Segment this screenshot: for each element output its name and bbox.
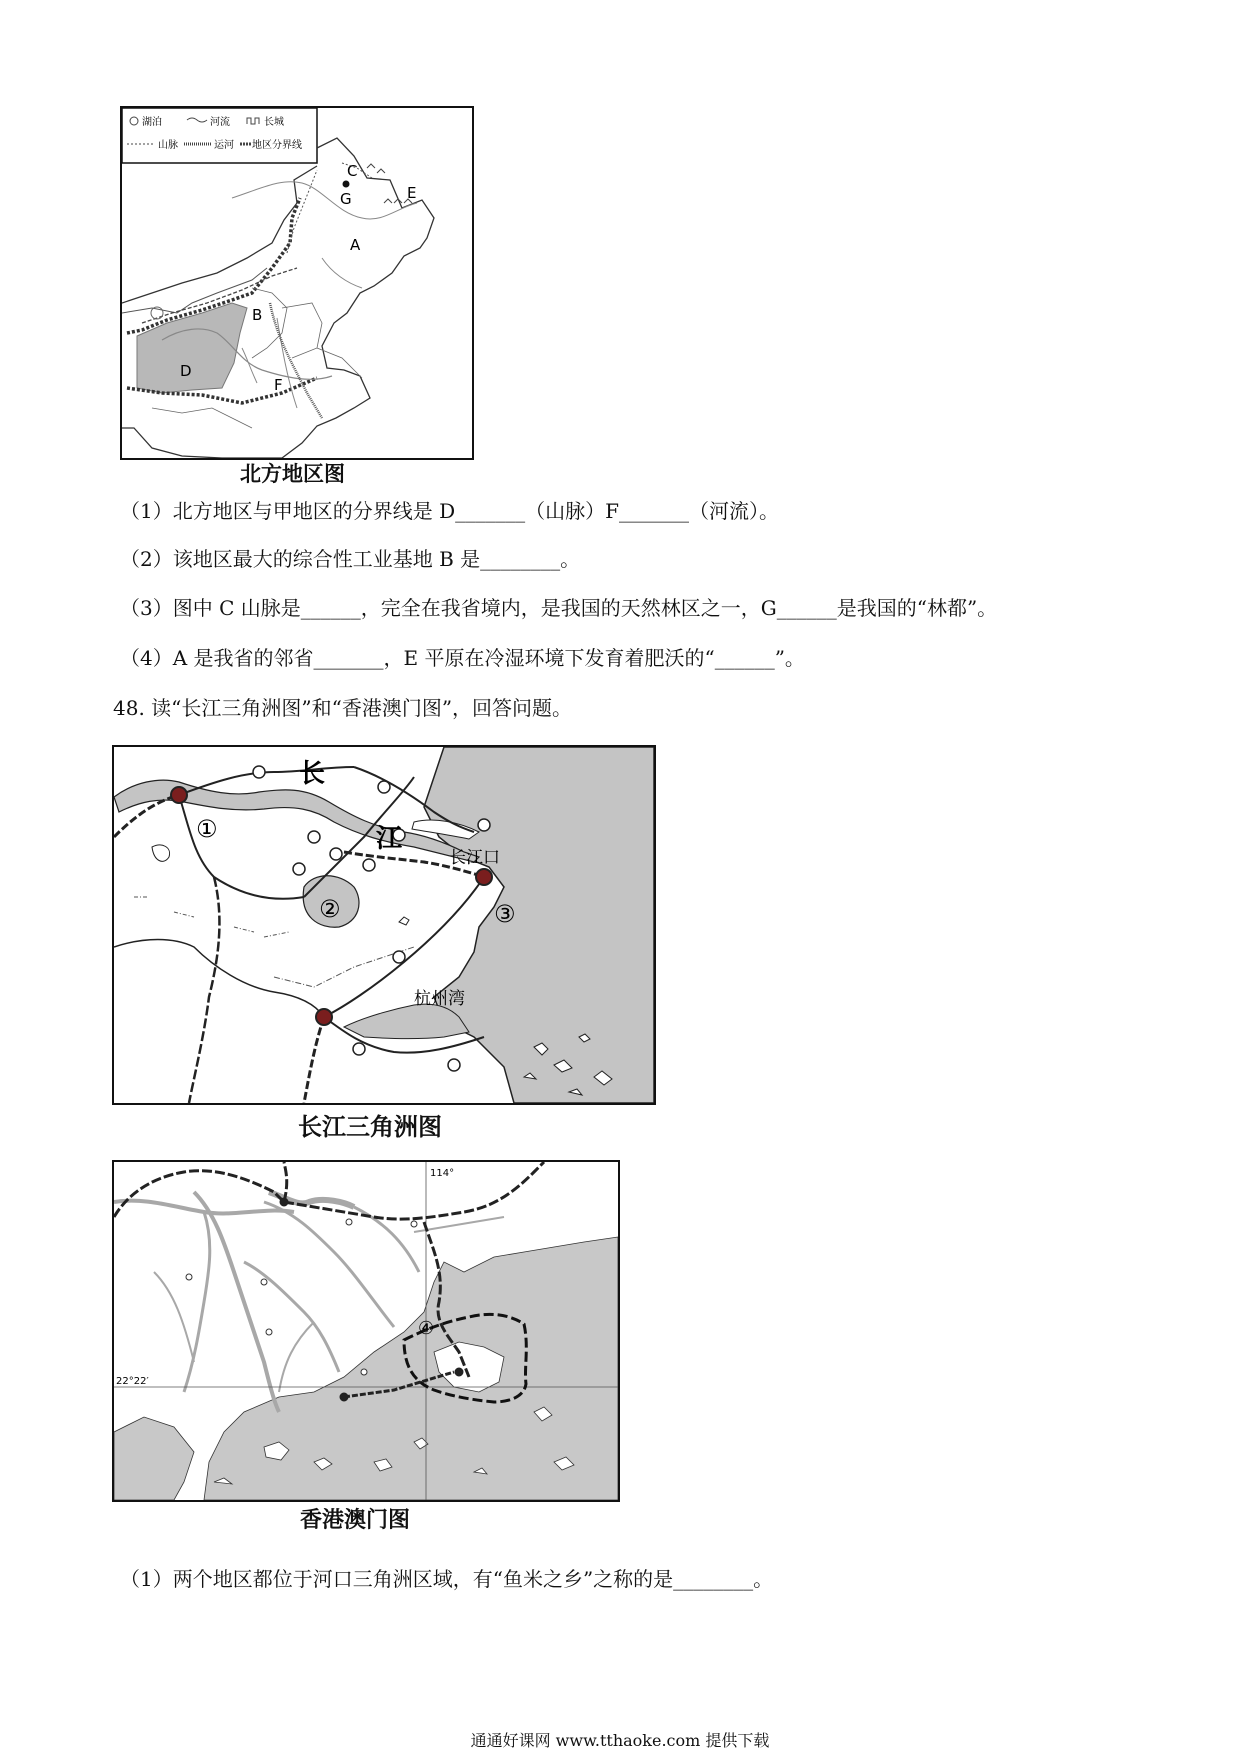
city-qidong [478, 819, 490, 831]
hk-macau-map-drawing [114, 1162, 618, 1500]
road-1 [114, 940, 324, 1018]
macau-city [340, 1393, 348, 1401]
river-channel-7 [279, 1322, 314, 1392]
city-ningbo [448, 1059, 460, 1071]
legend-great-wall: 长城 [264, 117, 284, 128]
north-boundary-upper [122, 166, 317, 303]
label-n1: ① [196, 815, 218, 843]
river-channel-2 [184, 1212, 210, 1392]
province-line-2 [282, 303, 322, 358]
legend-lake: 湖泊 [142, 117, 162, 128]
small-lake [152, 845, 170, 861]
city-neilingding [361, 1369, 367, 1375]
label-n2: ② [319, 895, 341, 923]
north-map-caption: 北方地区图 [240, 462, 345, 486]
river-channel-4 [244, 1262, 339, 1372]
songhua-river [322, 258, 362, 288]
question-47-4: （4）A 是我省的邻省_______，E 平原在冷湿环境下发育着肥沃的“______”。 [120, 646, 805, 670]
city-changzhou [308, 831, 320, 843]
city-taizhou [378, 781, 390, 793]
point-g [343, 181, 350, 188]
railway-southwest [189, 877, 219, 1103]
legend-boundary: 地区分界线 [252, 140, 302, 151]
label-f: F [274, 376, 283, 394]
label-d: D [180, 362, 192, 380]
label-b: B [252, 306, 263, 324]
city-suzhou [363, 859, 375, 871]
question-47-2: （2）该地区最大的综合性工业基地 B 是________。 [120, 547, 581, 571]
question-48-1: （1）两个地区都位于河口三角洲区域，有“鱼米之乡”之称的是________。 [120, 1567, 774, 1591]
label-c: C [347, 162, 358, 180]
city-zhuhai [266, 1329, 272, 1335]
label-n3: ③ [494, 900, 516, 928]
north-region-map [120, 106, 474, 460]
river-channel-5 [154, 1272, 194, 1362]
hk-macau-map [112, 1160, 620, 1502]
label-latitude: 22°22′ [116, 1376, 149, 1387]
city-zhongshan [261, 1279, 267, 1285]
yangtze-delta-map [112, 745, 656, 1105]
label-longitude: 114° [430, 1168, 455, 1179]
guangzhou-city [280, 1198, 288, 1206]
city-huizhou [411, 1221, 417, 1227]
mountain-marks-c [367, 164, 385, 173]
label-e: E [407, 184, 417, 202]
hangzhou-city [316, 1009, 332, 1025]
legend-river: 河流 [210, 117, 230, 128]
question-47-3: （3）图中 C 山脉是______，完全在我省境内，是我国的天然林区之一，G______是我国的“林都”。 [120, 596, 998, 620]
city-dongguan [346, 1219, 352, 1225]
province-boundary-2 [274, 947, 414, 987]
page-footer: 通通好课网 www.tthaoke.com 提供下载 [470, 1731, 770, 1750]
label-chang: 长 [299, 759, 326, 789]
city-yangzhou [253, 766, 265, 778]
hk-macau-map-caption: 香港澳门图 [300, 1508, 411, 1533]
question-47-1: （1）北方地区与甲地区的分界线是 D_______（山脉）F_______（河流）。 [120, 499, 779, 523]
label-jiang: 江 [376, 824, 403, 854]
question-48-intro: 48. 读“长江三角洲图”和“香港澳门图”，回答问题。 [113, 696, 573, 720]
yangtze-map-caption: 长江三角洲图 [298, 1113, 442, 1141]
legend-mountain: 山脉 [158, 140, 178, 151]
city-wuxi [330, 848, 342, 860]
province-line-4 [152, 408, 252, 428]
label-bay: 杭州湾 [414, 989, 465, 1009]
railway-south [304, 1017, 324, 1103]
city-jiangmen [186, 1274, 192, 1280]
railway-north [284, 1162, 287, 1202]
label-n4: ④ [418, 1318, 435, 1339]
railway-guangzhou-east [284, 1162, 544, 1219]
railway-1 [179, 795, 304, 899]
west-sea [114, 1417, 194, 1500]
shanghai-city [476, 869, 492, 885]
north-region-outline [122, 138, 434, 458]
label-a: A [350, 236, 361, 254]
legend-canal: 运河 [214, 140, 234, 151]
nanjing-city [171, 787, 187, 803]
north-region-map-drawing [122, 108, 472, 458]
label-g: G [340, 190, 352, 208]
shaded-plateau-area [137, 303, 247, 393]
city-shaoxing [353, 1043, 365, 1055]
fen-river [242, 348, 257, 383]
dianshan-lake [399, 917, 409, 925]
city-yixing [293, 863, 305, 875]
yangtze-delta-map-drawing [114, 747, 654, 1103]
label-estuary: 长江口 [449, 848, 500, 868]
province-boundary-dashed [134, 897, 289, 937]
hong-kong-city [455, 1368, 463, 1376]
city-jiaxing [393, 951, 405, 963]
